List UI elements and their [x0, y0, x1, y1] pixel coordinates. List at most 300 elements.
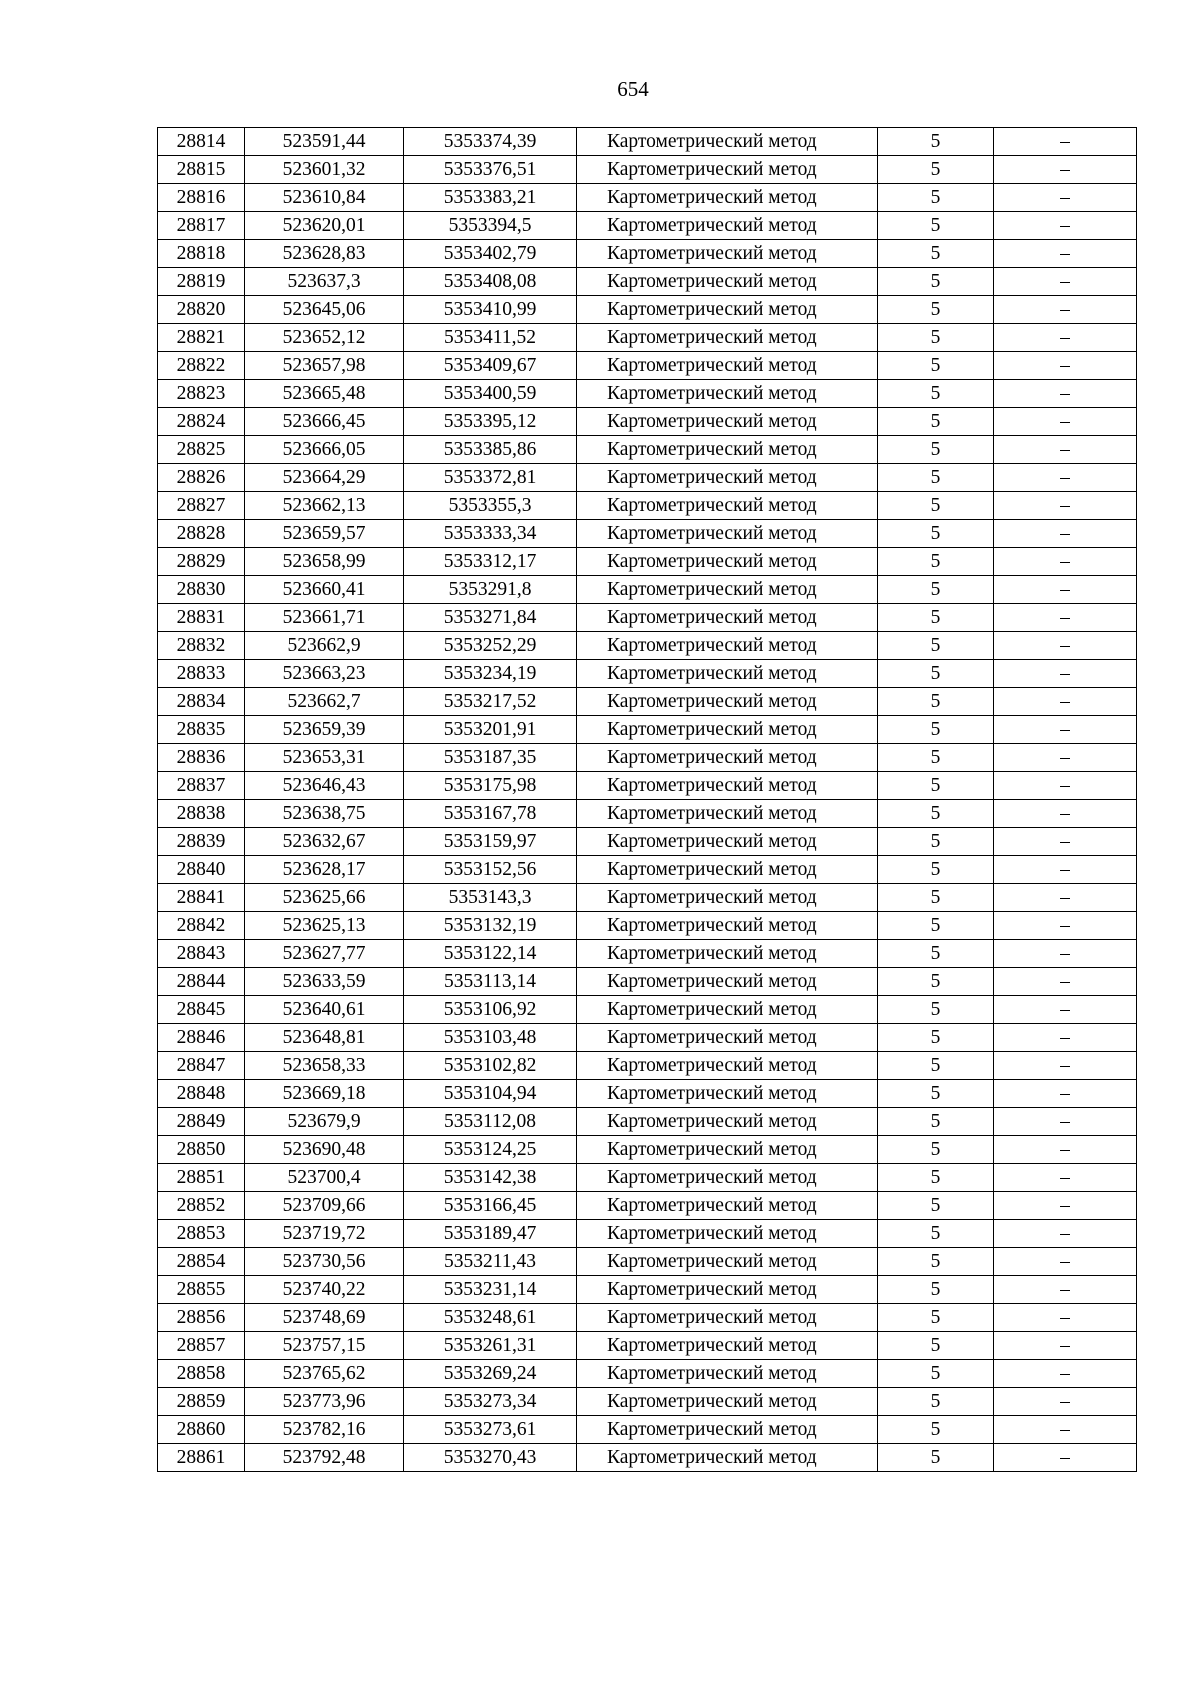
dash-cell: –	[994, 212, 1137, 240]
x-coordinate-cell: 523648,81	[245, 1024, 404, 1052]
x-coordinate-cell: 523666,05	[245, 436, 404, 464]
table-row	[158, 968, 1137, 996]
dash-cell: –	[994, 1332, 1137, 1360]
point-number-cell: 28855	[158, 1276, 245, 1304]
error-cell: 5	[878, 324, 994, 352]
x-coordinate-cell: 523653,31	[245, 744, 404, 772]
error-cell: 5	[878, 380, 994, 408]
table-row	[158, 324, 1137, 352]
table-row	[158, 1360, 1137, 1388]
point-number-cell: 28853	[158, 1220, 245, 1248]
table-row	[158, 156, 1137, 184]
y-coordinate-cell: 5353231,14	[404, 1276, 577, 1304]
method-cell: Картометрический метод	[577, 352, 878, 380]
x-coordinate-cell: 523792,48	[245, 1444, 404, 1472]
table-row	[158, 520, 1137, 548]
y-coordinate-cell: 5353112,08	[404, 1108, 577, 1136]
dash-cell: –	[994, 660, 1137, 688]
x-coordinate-cell: 523679,9	[245, 1108, 404, 1136]
method-cell: Картометрический метод	[577, 940, 878, 968]
error-cell: 5	[878, 828, 994, 856]
point-number-cell: 28854	[158, 1248, 245, 1276]
y-coordinate-cell: 5353411,52	[404, 324, 577, 352]
dash-cell: –	[994, 1276, 1137, 1304]
dash-cell: –	[994, 996, 1137, 1024]
point-number-cell: 28838	[158, 800, 245, 828]
dash-cell: –	[994, 800, 1137, 828]
y-coordinate-cell: 5353395,12	[404, 408, 577, 436]
dash-cell: –	[994, 408, 1137, 436]
dash-cell: –	[994, 1164, 1137, 1192]
y-coordinate-cell: 5353372,81	[404, 464, 577, 492]
method-cell: Картометрический метод	[577, 912, 878, 940]
method-cell: Картометрический метод	[577, 828, 878, 856]
table-row	[158, 268, 1137, 296]
y-coordinate-cell: 5353217,52	[404, 688, 577, 716]
table-row	[158, 240, 1137, 268]
error-cell: 5	[878, 1164, 994, 1192]
error-cell: 5	[878, 1136, 994, 1164]
x-coordinate-cell: 523709,66	[245, 1192, 404, 1220]
x-coordinate-cell: 523757,15	[245, 1332, 404, 1360]
y-coordinate-cell: 5353189,47	[404, 1220, 577, 1248]
point-number-cell: 28856	[158, 1304, 245, 1332]
method-cell: Картометрический метод	[577, 436, 878, 464]
table-row	[158, 688, 1137, 716]
method-cell: Картометрический метод	[577, 1220, 878, 1248]
dash-cell: –	[994, 1444, 1137, 1472]
x-coordinate-cell: 523637,3	[245, 268, 404, 296]
method-cell: Картометрический метод	[577, 296, 878, 324]
table-row	[158, 548, 1137, 576]
table-row	[158, 492, 1137, 520]
table-row	[158, 128, 1137, 156]
x-coordinate-cell: 523645,06	[245, 296, 404, 324]
dash-cell: –	[994, 296, 1137, 324]
point-number-cell: 28850	[158, 1136, 245, 1164]
x-coordinate-cell: 523730,56	[245, 1248, 404, 1276]
x-coordinate-cell: 523662,7	[245, 688, 404, 716]
y-coordinate-cell: 5353383,21	[404, 184, 577, 212]
dash-cell: –	[994, 1248, 1137, 1276]
method-cell: Картометрический метод	[577, 996, 878, 1024]
table-row	[158, 772, 1137, 800]
point-number-cell: 28817	[158, 212, 245, 240]
error-cell: 5	[878, 212, 994, 240]
page-number: 654	[617, 77, 649, 101]
point-number-cell: 28842	[158, 912, 245, 940]
method-cell: Картометрический метод	[577, 184, 878, 212]
y-coordinate-cell: 5353376,51	[404, 156, 577, 184]
method-cell: Картометрический метод	[577, 1444, 878, 1472]
method-cell: Картометрический метод	[577, 632, 878, 660]
dash-cell: –	[994, 1108, 1137, 1136]
point-number-cell: 28815	[158, 156, 245, 184]
error-cell: 5	[878, 632, 994, 660]
method-cell: Картометрический метод	[577, 604, 878, 632]
y-coordinate-cell: 5353142,38	[404, 1164, 577, 1192]
x-coordinate-cell: 523662,13	[245, 492, 404, 520]
dash-cell: –	[994, 1304, 1137, 1332]
method-cell: Картометрический метод	[577, 660, 878, 688]
error-cell: 5	[878, 296, 994, 324]
y-coordinate-cell: 5353402,79	[404, 240, 577, 268]
dash-cell: –	[994, 1416, 1137, 1444]
x-coordinate-cell: 523601,32	[245, 156, 404, 184]
table-row	[158, 800, 1137, 828]
x-coordinate-cell: 523665,48	[245, 380, 404, 408]
x-coordinate-cell: 523719,72	[245, 1220, 404, 1248]
table-row	[158, 1164, 1137, 1192]
y-coordinate-cell: 5353385,86	[404, 436, 577, 464]
error-cell: 5	[878, 520, 994, 548]
method-cell: Картометрический метод	[577, 548, 878, 576]
table-row	[158, 1220, 1137, 1248]
x-coordinate-cell: 523640,61	[245, 996, 404, 1024]
x-coordinate-cell: 523620,01	[245, 212, 404, 240]
x-coordinate-cell: 523646,43	[245, 772, 404, 800]
table-row	[158, 1304, 1137, 1332]
x-coordinate-cell: 523628,17	[245, 856, 404, 884]
y-coordinate-cell: 5353201,91	[404, 716, 577, 744]
table-row	[158, 1192, 1137, 1220]
error-cell: 5	[878, 408, 994, 436]
table-row	[158, 1108, 1137, 1136]
error-cell: 5	[878, 1220, 994, 1248]
method-cell: Картометрический метод	[577, 492, 878, 520]
point-number-cell: 28830	[158, 576, 245, 604]
point-number-cell: 28844	[158, 968, 245, 996]
table-row	[158, 352, 1137, 380]
point-number-cell: 28825	[158, 436, 245, 464]
y-coordinate-cell: 5353374,39	[404, 128, 577, 156]
method-cell: Картометрический метод	[577, 856, 878, 884]
method-cell: Картометрический метод	[577, 576, 878, 604]
y-coordinate-cell: 5353159,97	[404, 828, 577, 856]
dash-cell: –	[994, 632, 1137, 660]
error-cell: 5	[878, 1276, 994, 1304]
table-row	[158, 912, 1137, 940]
error-cell: 5	[878, 492, 994, 520]
y-coordinate-cell: 5353400,59	[404, 380, 577, 408]
dash-cell: –	[994, 1360, 1137, 1388]
point-number-cell: 28829	[158, 548, 245, 576]
table-row	[158, 1416, 1137, 1444]
error-cell: 5	[878, 940, 994, 968]
x-coordinate-cell: 523652,12	[245, 324, 404, 352]
table-row	[158, 436, 1137, 464]
dash-cell: –	[994, 884, 1137, 912]
error-cell: 5	[878, 156, 994, 184]
y-coordinate-cell: 5353234,19	[404, 660, 577, 688]
method-cell: Картометрический метод	[577, 1024, 878, 1052]
error-cell: 5	[878, 604, 994, 632]
point-number-cell: 28847	[158, 1052, 245, 1080]
method-cell: Картометрический метод	[577, 1136, 878, 1164]
y-coordinate-cell: 5353252,29	[404, 632, 577, 660]
point-number-cell: 28823	[158, 380, 245, 408]
point-number-cell: 28837	[158, 772, 245, 800]
table-row	[158, 1136, 1137, 1164]
error-cell: 5	[878, 996, 994, 1024]
x-coordinate-cell: 523625,13	[245, 912, 404, 940]
point-number-cell: 28816	[158, 184, 245, 212]
dash-cell: –	[994, 352, 1137, 380]
method-cell: Картометрический метод	[577, 968, 878, 996]
point-number-cell: 28860	[158, 1416, 245, 1444]
point-number-cell: 28818	[158, 240, 245, 268]
dash-cell: –	[994, 772, 1137, 800]
table-row	[158, 660, 1137, 688]
method-cell: Картометрический метод	[577, 1416, 878, 1444]
table-row	[158, 1388, 1137, 1416]
point-number-cell: 28833	[158, 660, 245, 688]
point-number-cell: 28840	[158, 856, 245, 884]
point-number-cell: 28824	[158, 408, 245, 436]
error-cell: 5	[878, 688, 994, 716]
method-cell: Картометрический метод	[577, 212, 878, 240]
table-row	[158, 996, 1137, 1024]
method-cell: Картометрический метод	[577, 688, 878, 716]
error-cell: 5	[878, 772, 994, 800]
method-cell: Картометрический метод	[577, 1388, 878, 1416]
method-cell: Картометрический метод	[577, 408, 878, 436]
y-coordinate-cell: 5353106,92	[404, 996, 577, 1024]
x-coordinate-cell: 523632,67	[245, 828, 404, 856]
y-coordinate-cell: 5353248,61	[404, 1304, 577, 1332]
point-number-cell: 28848	[158, 1080, 245, 1108]
error-cell: 5	[878, 1024, 994, 1052]
error-cell: 5	[878, 1332, 994, 1360]
dash-cell: –	[994, 856, 1137, 884]
error-cell: 5	[878, 1388, 994, 1416]
x-coordinate-cell: 523740,22	[245, 1276, 404, 1304]
y-coordinate-cell: 5353394,5	[404, 212, 577, 240]
dash-cell: –	[994, 240, 1137, 268]
table-row	[158, 604, 1137, 632]
error-cell: 5	[878, 856, 994, 884]
x-coordinate-cell: 523666,45	[245, 408, 404, 436]
y-coordinate-cell: 5353333,34	[404, 520, 577, 548]
table-row	[158, 1444, 1137, 1472]
table-row	[158, 1024, 1137, 1052]
y-coordinate-cell: 5353211,43	[404, 1248, 577, 1276]
x-coordinate-cell: 523610,84	[245, 184, 404, 212]
point-number-cell: 28828	[158, 520, 245, 548]
x-coordinate-cell: 523633,59	[245, 968, 404, 996]
method-cell: Картометрический метод	[577, 464, 878, 492]
y-coordinate-cell: 5353167,78	[404, 800, 577, 828]
x-coordinate-cell: 523773,96	[245, 1388, 404, 1416]
y-coordinate-cell: 5353408,08	[404, 268, 577, 296]
table-row	[158, 380, 1137, 408]
method-cell: Картометрический метод	[577, 1052, 878, 1080]
y-coordinate-cell: 5353103,48	[404, 1024, 577, 1052]
error-cell: 5	[878, 884, 994, 912]
error-cell: 5	[878, 464, 994, 492]
error-cell: 5	[878, 352, 994, 380]
dash-cell: –	[994, 828, 1137, 856]
table-row	[158, 940, 1137, 968]
point-number-cell: 28851	[158, 1164, 245, 1192]
point-number-cell: 28861	[158, 1444, 245, 1472]
table-row	[158, 1052, 1137, 1080]
y-coordinate-cell: 5353132,19	[404, 912, 577, 940]
point-number-cell: 28822	[158, 352, 245, 380]
point-number-cell: 28859	[158, 1388, 245, 1416]
table-row	[158, 884, 1137, 912]
method-cell: Картометрический метод	[577, 128, 878, 156]
point-number-cell: 28834	[158, 688, 245, 716]
error-cell: 5	[878, 716, 994, 744]
error-cell: 5	[878, 1444, 994, 1472]
x-coordinate-cell: 523659,39	[245, 716, 404, 744]
method-cell: Картометрический метод	[577, 744, 878, 772]
error-cell: 5	[878, 800, 994, 828]
method-cell: Картометрический метод	[577, 1276, 878, 1304]
dash-cell: –	[994, 184, 1137, 212]
dash-cell: –	[994, 1080, 1137, 1108]
table-row	[158, 856, 1137, 884]
x-coordinate-cell: 523663,23	[245, 660, 404, 688]
x-coordinate-cell: 523690,48	[245, 1136, 404, 1164]
table-row	[158, 632, 1137, 660]
error-cell: 5	[878, 1052, 994, 1080]
dash-cell: –	[994, 744, 1137, 772]
dash-cell: –	[994, 576, 1137, 604]
point-number-cell: 28826	[158, 464, 245, 492]
error-cell: 5	[878, 1192, 994, 1220]
point-number-cell: 28831	[158, 604, 245, 632]
x-coordinate-cell: 523700,4	[245, 1164, 404, 1192]
table-row	[158, 408, 1137, 436]
error-cell: 5	[878, 128, 994, 156]
method-cell: Картометрический метод	[577, 772, 878, 800]
method-cell: Картометрический метод	[577, 716, 878, 744]
table-row	[158, 828, 1137, 856]
dash-cell: –	[994, 268, 1137, 296]
error-cell: 5	[878, 1080, 994, 1108]
dash-cell: –	[994, 128, 1137, 156]
method-cell: Картометрический метод	[577, 1108, 878, 1136]
dash-cell: –	[994, 520, 1137, 548]
table-row	[158, 184, 1137, 212]
method-cell: Картометрический метод	[577, 156, 878, 184]
method-cell: Картометрический метод	[577, 520, 878, 548]
method-cell: Картометрический метод	[577, 800, 878, 828]
x-coordinate-cell: 523658,99	[245, 548, 404, 576]
y-coordinate-cell: 5353124,25	[404, 1136, 577, 1164]
dash-cell: –	[994, 1220, 1137, 1248]
point-number-cell: 28845	[158, 996, 245, 1024]
y-coordinate-cell: 5353175,98	[404, 772, 577, 800]
dash-cell: –	[994, 716, 1137, 744]
y-coordinate-cell: 5353355,3	[404, 492, 577, 520]
y-coordinate-cell: 5353291,8	[404, 576, 577, 604]
table-row	[158, 1248, 1137, 1276]
error-cell: 5	[878, 436, 994, 464]
table-row	[158, 744, 1137, 772]
y-coordinate-cell: 5353273,34	[404, 1388, 577, 1416]
coordinates-table-body	[158, 128, 1137, 1472]
y-coordinate-cell: 5353187,35	[404, 744, 577, 772]
x-coordinate-cell: 523625,66	[245, 884, 404, 912]
dash-cell: –	[994, 604, 1137, 632]
dash-cell: –	[994, 156, 1137, 184]
dash-cell: –	[994, 940, 1137, 968]
y-coordinate-cell: 5353166,45	[404, 1192, 577, 1220]
method-cell: Картометрический метод	[577, 1164, 878, 1192]
x-coordinate-cell: 523765,62	[245, 1360, 404, 1388]
dash-cell: –	[994, 548, 1137, 576]
dash-cell: –	[994, 688, 1137, 716]
method-cell: Картометрический метод	[577, 884, 878, 912]
y-coordinate-cell: 5353269,24	[404, 1360, 577, 1388]
method-cell: Картометрический метод	[577, 1360, 878, 1388]
dash-cell: –	[994, 324, 1137, 352]
y-coordinate-cell: 5353102,82	[404, 1052, 577, 1080]
x-coordinate-cell: 523662,9	[245, 632, 404, 660]
x-coordinate-cell: 523660,41	[245, 576, 404, 604]
point-number-cell: 28836	[158, 744, 245, 772]
x-coordinate-cell: 523664,29	[245, 464, 404, 492]
error-cell: 5	[878, 660, 994, 688]
error-cell: 5	[878, 968, 994, 996]
error-cell: 5	[878, 184, 994, 212]
point-number-cell: 28835	[158, 716, 245, 744]
method-cell: Картометрический метод	[577, 268, 878, 296]
x-coordinate-cell: 523591,44	[245, 128, 404, 156]
y-coordinate-cell: 5353122,14	[404, 940, 577, 968]
x-coordinate-cell: 523638,75	[245, 800, 404, 828]
table-row	[158, 1080, 1137, 1108]
x-coordinate-cell: 523669,18	[245, 1080, 404, 1108]
error-cell: 5	[878, 1416, 994, 1444]
point-number-cell: 28827	[158, 492, 245, 520]
dash-cell: –	[994, 1024, 1137, 1052]
y-coordinate-cell: 5353104,94	[404, 1080, 577, 1108]
point-number-cell: 28820	[158, 296, 245, 324]
error-cell: 5	[878, 1360, 994, 1388]
dash-cell: –	[994, 380, 1137, 408]
point-number-cell: 28843	[158, 940, 245, 968]
y-coordinate-cell: 5353143,3	[404, 884, 577, 912]
point-number-cell: 28821	[158, 324, 245, 352]
dash-cell: –	[994, 1136, 1137, 1164]
dash-cell: –	[994, 492, 1137, 520]
y-coordinate-cell: 5353312,17	[404, 548, 577, 576]
y-coordinate-cell: 5353261,31	[404, 1332, 577, 1360]
error-cell: 5	[878, 912, 994, 940]
table-row	[158, 576, 1137, 604]
y-coordinate-cell: 5353273,61	[404, 1416, 577, 1444]
point-number-cell: 28857	[158, 1332, 245, 1360]
dash-cell: –	[994, 464, 1137, 492]
error-cell: 5	[878, 1304, 994, 1332]
point-number-cell: 28858	[158, 1360, 245, 1388]
table-row	[158, 1332, 1137, 1360]
point-number-cell: 28846	[158, 1024, 245, 1052]
point-number-cell: 28852	[158, 1192, 245, 1220]
error-cell: 5	[878, 240, 994, 268]
y-coordinate-cell: 5353152,56	[404, 856, 577, 884]
point-number-cell: 28839	[158, 828, 245, 856]
y-coordinate-cell: 5353271,84	[404, 604, 577, 632]
x-coordinate-cell: 523658,33	[245, 1052, 404, 1080]
y-coordinate-cell: 5353409,67	[404, 352, 577, 380]
y-coordinate-cell: 5353410,99	[404, 296, 577, 324]
method-cell: Картометрический метод	[577, 1304, 878, 1332]
